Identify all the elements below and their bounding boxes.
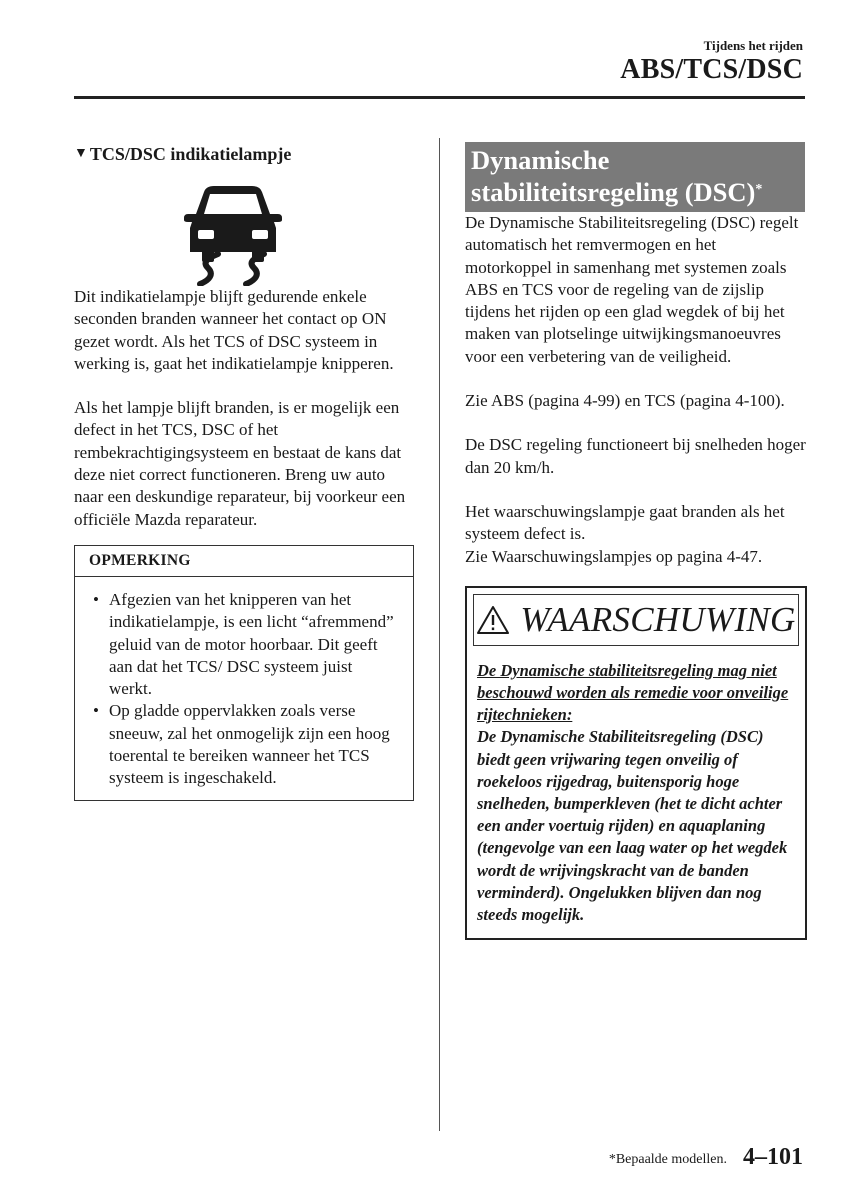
warning-light-reference: Zie Waarschuwingslampjes op pagina 4-47. [465, 546, 763, 566]
banner-line-2-text: stabiliteitsregeling (DSC) [471, 177, 756, 207]
banner-line-2 [471, 176, 799, 208]
page-number: 4–101 [743, 1144, 803, 1170]
asterisk-mark: * [755, 182, 763, 197]
indicator-description: Dit indikatielampje blijft gedurende enkele seconden branden wanneer het contact op ON gezet wordt. Als het TCS of DSC systeem in werking is, gaat het indikatielampje knipperen. [74, 287, 394, 373]
running-header-section: Tijdens het rijden [703, 38, 803, 53]
section-heading [74, 140, 416, 168]
warning-light-note: Het waarschuwingslampje gaat branden als het systeem defect is. [465, 501, 785, 544]
right-column [465, 142, 807, 940]
note-item [89, 589, 399, 700]
section-heading-text: TCS/DSC indikatielampje [89, 144, 292, 164]
dsc-speed-note: De DSC regeling functioneert bij snelheden hoger dan 20 km/h. [465, 435, 806, 477]
note-box [74, 545, 414, 801]
abs-tcs-reference: Zie ABS (pagina 4-99) en TCS (pagina 4-100). [465, 391, 785, 411]
bullet-icon: • [93, 589, 99, 609]
warning-title-text: WAARSCHUWING [520, 599, 796, 639]
bullet-icon: • [93, 701, 99, 721]
note-item [89, 700, 399, 789]
banner-line-1: Dynamische [471, 145, 610, 175]
note-item-text: Op gladde oppervlakken zoals verse sneeuw, zal het onmogelijk zijn een hoog toerental te bereiken wanneer het TCS systeem is ingeschakeld. [109, 701, 390, 788]
tcs-dsc-indicator-icon [178, 184, 288, 286]
running-header-title: ABS/TCS/DSC [620, 54, 803, 85]
warning-body [477, 660, 799, 926]
note-item-text: Afgezien van het knipperen van het indikatielampje, is een licht “afremmend” geluid van de motor hoorbaar. Dit geeft aan dat het TCS/ DSC systeem juist werkt. [109, 589, 394, 699]
note-list [75, 577, 413, 800]
header-rule [74, 96, 805, 99]
warning-title-bar [473, 594, 799, 646]
footer-note: *Bepaalde modellen. [608, 1152, 727, 1167]
left-column [74, 140, 416, 801]
warning-triangle-icon [476, 605, 510, 635]
warning-lead: De Dynamische stabiliteitsregeling mag niet beschouwd worden als remedie voor onveilige rijtechnieken: [477, 660, 789, 725]
note-title: OPMERKING [75, 546, 413, 577]
warning-box [465, 586, 807, 940]
dsc-description: De Dynamische Stabiliteitsregeling (DSC) regelt automatisch het remvermogen en het motorkoppel in samenhang met systemen zoals ABS en TCS voor de regeling van de zijslip tijdens het rijden op een glad wegdek of bij het maken van plotselinge uitwijkingsmanoeuvres voor een verbetering van de veiligheid. [465, 213, 799, 366]
warning-text: De Dynamische Stabiliteitsregeling (DSC) biedt geen vrijwaring tegen onveilig of roekeloos rijgedrag, buitensporig hoge snelheden, bumperkleven (het te dicht achter een ander voertuig rijden) en aquaplaning (tengevolge van een laag water op het wegdek wordt de wrijvingskracht van de banden verminderd). Ongelukken blijven dan nog steeds mogelijk. [477, 727, 788, 925]
dsc-section-banner [465, 142, 805, 212]
malfunction-description: Als het lampje blijft branden, is er mogelijk een defect in het TCS, DSC of het rembekrachtigingsysteem en bestaat de kans dat deze niet correct functioneren. Breng uw auto naar een deskundige reparateur, bij voorkeur een officiële Mazda reparateur. [74, 398, 406, 529]
column-divider [439, 138, 440, 1131]
triangle-marker-icon: ▼ [74, 146, 88, 161]
